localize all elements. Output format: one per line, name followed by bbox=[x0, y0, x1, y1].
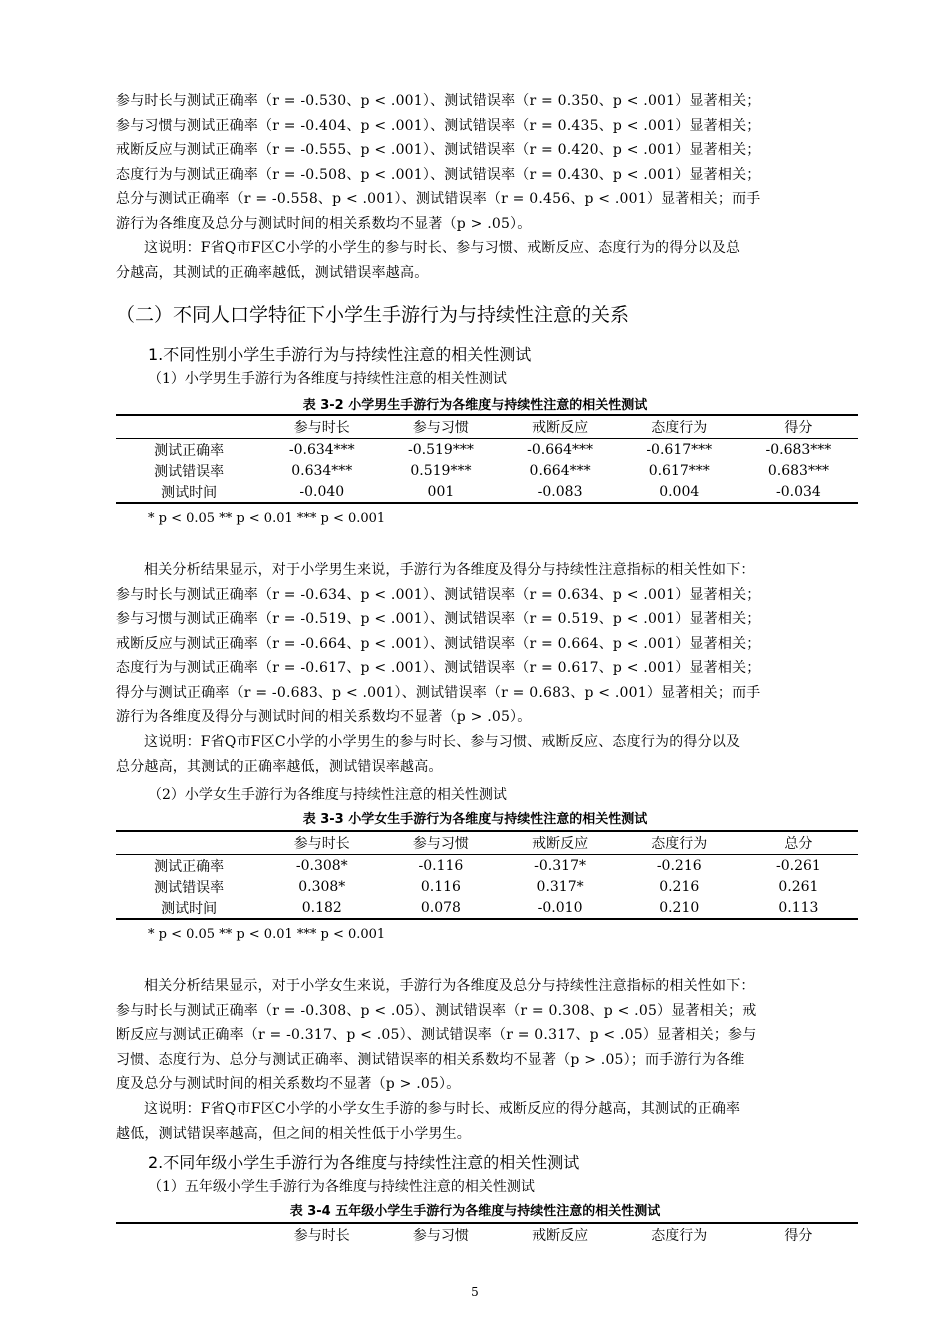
sub-heading-girls: （2）小学女生手游行为各维度与持续性注意的相关性测试 bbox=[148, 787, 507, 803]
table-note: * p < 0.05 ** p < 0.01 *** p < 0.001 bbox=[148, 927, 386, 942]
sub-heading-boys: （1）小学男生手游行为各维度与持续性注意的相关性测试 bbox=[148, 371, 507, 387]
table-header-cell: 戒断反应 bbox=[501, 831, 620, 855]
table-note: * p < 0.05 ** p < 0.01 *** p < 0.001 bbox=[148, 511, 386, 526]
table-header-row bbox=[116, 831, 858, 855]
table-cell: 0.308* bbox=[298, 878, 346, 895]
table-cell: -0.040 bbox=[262, 481, 381, 503]
table-header-cell: 总分 bbox=[739, 831, 858, 855]
text-line: 习惯、态度行为、总分与测试正确率、测试错误率的相关系数均不显著（p > .05）；而手游行为各维 bbox=[116, 1051, 745, 1068]
text-line: 分越高，其测试的正确率越低，测试错误率越高。 bbox=[116, 264, 429, 281]
paragraph-overall-conclusion bbox=[116, 236, 861, 285]
paragraph-girls-results bbox=[116, 974, 861, 1097]
subsection-heading-gender: 1.不同性别小学生手游行为与持续性注意的相关性测试 bbox=[148, 345, 532, 364]
table-header-cell: 参与时长 bbox=[262, 1223, 381, 1246]
text-line: 总分与测试正确率（r = -0.558、p < .001）、测试错误率（r = 0.456、p < .001）显著相关；而手 bbox=[116, 191, 761, 207]
table-cell: 0.216 bbox=[659, 878, 700, 895]
table-caption: 表 3-2 小学男生手游行为各维度与持续性注意的相关性测试 bbox=[302, 398, 648, 413]
table-header-cell bbox=[116, 831, 262, 855]
text-line: 越低，测试错误率越高，但之间的相关性低于小学男生。 bbox=[116, 1125, 471, 1142]
table-row bbox=[116, 855, 858, 877]
table-caption: 表 3-3 小学女生手游行为各维度与持续性注意的相关性测试 bbox=[302, 812, 648, 827]
text-line: 得分与测试正确率（r = -0.683、p < .001）、测试错误率（r = 0.683、p < .001）显著相关；而手 bbox=[116, 684, 761, 701]
page-number: 5 bbox=[471, 1285, 479, 1299]
text-line: 态度行为与测试正确率（r = -0.617、p < .001）、测试错误率（r = 0.617、p < .001）显著相关； bbox=[116, 660, 761, 676]
table-cell: 0.634*** bbox=[291, 462, 353, 479]
table-cell: 0.683*** bbox=[767, 462, 829, 479]
table-cell: 0.261 bbox=[778, 878, 819, 895]
table-row bbox=[116, 876, 858, 897]
text-line: 总分越高，其测试的正确率越低，测试错误率越高。 bbox=[116, 758, 443, 775]
table-cell: -0.216 bbox=[656, 857, 702, 874]
table-cell: -0.519*** bbox=[408, 441, 474, 458]
paragraph-boys-results bbox=[116, 558, 861, 730]
text-line: 度及总分与测试时间的相关系数均不显著（p > .05）。 bbox=[116, 1076, 461, 1092]
table-cell: -0.010 bbox=[501, 897, 620, 919]
table-header-cell: 参与时长 bbox=[262, 831, 381, 855]
table-header-cell bbox=[116, 1223, 262, 1246]
text-line: 戒断反应与测试正确率（r = -0.555、p < .001）、测试错误率（r = 0.420、p < .001）显著相关； bbox=[116, 142, 761, 158]
table-cell: -0.634*** bbox=[288, 441, 355, 458]
text-line: 参与时长与测试正确率（r = -0.530、p < .001）、测试错误率（r = 0.350、p < .001）显著相关； bbox=[116, 93, 761, 109]
text-line: 这说明：F省Q市F区C小学的小学生的参与时长、参与习惯、戒断反应、态度行为的得分以及总 bbox=[144, 240, 741, 256]
text-line: 参与时长与测试正确率（r = -0.308、p < .05）、测试错误率（r = 0.308、p < .05）显著相关；戒 bbox=[116, 1002, 757, 1019]
section-heading: （二）不同人口学特征下小学生手游行为与持续性注意的关系 bbox=[116, 304, 630, 326]
table-cell: 001 bbox=[381, 481, 500, 503]
table-caption: 表 3-4 五年级小学生手游行为各维度与持续性注意的相关性测试 bbox=[289, 1204, 661, 1219]
table-header-cell: 态度行为 bbox=[620, 415, 739, 439]
table-header-cell: 态度行为 bbox=[620, 1223, 739, 1246]
table-cell: 0.078 bbox=[381, 897, 500, 919]
table-header-cell: 参与习惯 bbox=[381, 831, 500, 855]
paragraph-girls-conclusion bbox=[116, 1097, 861, 1146]
text-line: 游行为各维度及得分与测试时间的相关系数均不显著（p > .05）。 bbox=[116, 709, 532, 725]
table-header-cell: 参与习惯 bbox=[381, 1223, 500, 1246]
table-cell: 测试时间 bbox=[116, 481, 262, 503]
table-header-cell: 参与时长 bbox=[262, 415, 381, 439]
table-cell: 0.617*** bbox=[648, 462, 710, 479]
text-line: 参与时长与测试正确率（r = -0.634、p < .001）、测试错误率（r = 0.634、p < .001）显著相关； bbox=[116, 586, 761, 603]
table-cell: -0.317* bbox=[534, 857, 586, 874]
subsection-heading-grade: 2.不同年级小学生手游行为各维度与持续性注意的相关性测试 bbox=[148, 1153, 580, 1172]
sub-heading-grade5: （1）五年级小学生手游行为各维度与持续性注意的相关性测试 bbox=[148, 1179, 535, 1195]
table-cell: 0.210 bbox=[620, 897, 739, 919]
table-cell: 测试错误率 bbox=[154, 463, 225, 480]
table-cell: -0.116 bbox=[418, 857, 464, 874]
table-cell: 0.004 bbox=[620, 481, 739, 503]
table-header-row bbox=[116, 1223, 858, 1246]
table-cell: -0.261 bbox=[776, 857, 821, 874]
table-cell: 测试正确率 bbox=[154, 442, 225, 459]
text-line: 这说明：F省Q市F区C小学的小学女生手游的参与时长、戒断反应的得分越高，其测试的正确率 bbox=[144, 1101, 741, 1117]
table-header-cell: 戒断反应 bbox=[501, 415, 620, 439]
table-cell: -0.617*** bbox=[646, 441, 713, 458]
text-line: 态度行为与测试正确率（r = -0.508、p < .001）、测试错误率（r = 0.430、p < .001）显著相关； bbox=[116, 166, 761, 183]
table-cell: 测试正确率 bbox=[154, 858, 225, 875]
text-line: 戒断反应与测试正确率（r = -0.664、p < .001）、测试错误率（r = 0.664、p < .001）显著相关； bbox=[116, 635, 761, 652]
table-header-cell: 得分 bbox=[739, 1223, 858, 1246]
table-cell: -0.683*** bbox=[765, 441, 832, 458]
text-line: 参与习惯与测试正确率（r = -0.404、p < .001）、测试错误率（r = 0.435、p < .001）显著相关； bbox=[116, 117, 761, 134]
table-row bbox=[116, 460, 858, 481]
table-header-cell: 态度行为 bbox=[620, 831, 739, 855]
table-grade5 bbox=[116, 1222, 858, 1246]
table-cell: -0.034 bbox=[739, 481, 858, 503]
table-cell: 0.116 bbox=[420, 878, 461, 895]
table-header-cell: 戒断反应 bbox=[501, 1223, 620, 1246]
text-line: 相关分析结果显示，对于小学男生来说，手游行为各维度及得分与持续性注意指标的相关性如下： bbox=[144, 562, 755, 578]
table-cell: 0.113 bbox=[739, 897, 858, 919]
table-row bbox=[116, 481, 858, 503]
table-header-cell bbox=[116, 415, 262, 439]
text-line: 相关分析结果显示，对于小学女生来说，手游行为各维度及总分与持续性注意指标的相关性如下： bbox=[144, 978, 755, 994]
table-cell: 0.664*** bbox=[529, 462, 591, 479]
table-header-cell: 得分 bbox=[739, 415, 858, 439]
table-header-row bbox=[116, 415, 858, 439]
table-boys bbox=[116, 414, 858, 504]
table-cell: -0.308* bbox=[295, 857, 348, 874]
table-cell: 测试时间 bbox=[116, 897, 262, 919]
table-cell: -0.664*** bbox=[527, 441, 593, 458]
table-cell: 0.317* bbox=[536, 878, 584, 895]
paragraph-overall-results bbox=[116, 89, 861, 236]
table-cell: 0.182 bbox=[262, 897, 381, 919]
table-row bbox=[116, 897, 858, 919]
text-line: 这说明：F省Q市F区C小学的小学男生的参与时长、参与习惯、戒断反应、态度行为的得分以及 bbox=[144, 734, 741, 750]
table-cell: 0.519*** bbox=[410, 462, 472, 479]
table-cell: 测试错误率 bbox=[154, 879, 225, 896]
text-line: 游行为各维度及总分与测试时间的相关系数均不显著（p > .05）。 bbox=[116, 215, 532, 232]
table-cell: -0.083 bbox=[501, 481, 620, 503]
text-line: 断反应与测试正确率（r = -0.317、p < .05）、测试错误率（r = 0.317、p < .05）显著相关；参与 bbox=[116, 1027, 757, 1043]
paragraph-boys-conclusion bbox=[116, 730, 861, 779]
table-girls bbox=[116, 830, 858, 920]
text-line: 参与习惯与测试正确率（r = -0.519、p < .001）、测试错误率（r = 0.519、p < .001）显著相关； bbox=[116, 611, 761, 627]
table-row bbox=[116, 439, 858, 461]
table-header-cell: 参与习惯 bbox=[381, 415, 500, 439]
